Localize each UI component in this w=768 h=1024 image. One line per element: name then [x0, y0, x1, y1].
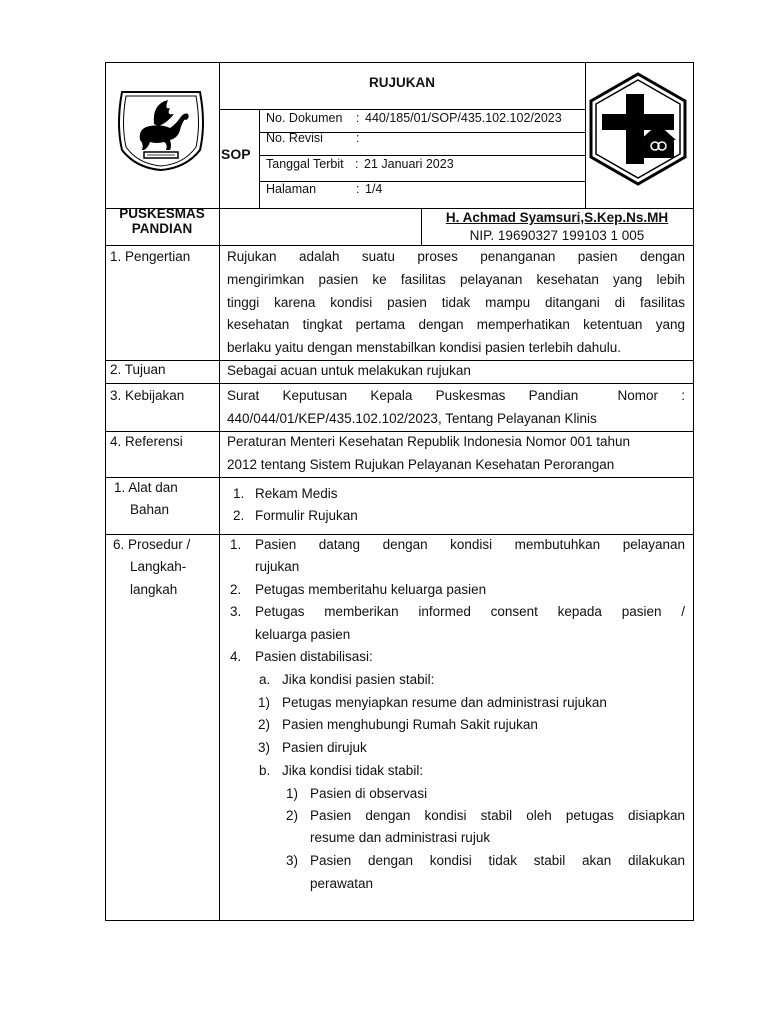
tujuan-label: 2. Tujuan — [110, 362, 166, 377]
sub-b-item-num: 1) — [286, 786, 299, 801]
pengertian-line-2: mengirimkan pasien ke fasilitas pelayanan kesehatan yang lebih — [227, 272, 685, 287]
sub-b-num: b. — [259, 763, 271, 778]
prosedur-label-line2: Langkah- — [130, 559, 187, 574]
frame-right — [693, 62, 694, 921]
row-divider-pengertian — [105, 360, 694, 361]
referensi-label: 4. Referensi — [110, 434, 183, 449]
step-text: Petugas memberitahu keluarga pasien — [255, 582, 487, 597]
sub-b-item: Pasien di observasi — [310, 786, 428, 801]
pengertian-line-3: tinggi karena kondisi pasien tidak mampu ditangani di fasilitas — [227, 295, 685, 310]
step-num: 3. — [230, 604, 242, 619]
sub-a-item: Pasien menghubungi Rumah Sakit rujukan — [282, 717, 538, 732]
tanggal-terbit-label: Tanggal Terbit — [266, 157, 344, 171]
no-dokumen-value: 440/185/01/SOP/435.102.102/2023 — [365, 111, 562, 125]
pegasus-emblem-icon — [114, 84, 208, 172]
org-name-line2: PANDIAN — [131, 221, 193, 236]
alat-item: Rekam Medis — [255, 486, 338, 501]
document-title: RUJUKAN — [368, 75, 435, 90]
kebijakan-label: 3. Kebijakan — [110, 388, 185, 403]
referensi-line-2: 2012 tentang Sistem Rujukan Pelayanan Kesehatan Perorangan — [227, 457, 615, 472]
alat-label-line2: Bahan — [130, 502, 170, 517]
kebijakan-word: Kepala — [370, 388, 413, 403]
pengertian-line-4: kesehatan tingkat pertama dengan memperhatikan ketentuan yang — [227, 317, 685, 332]
step-num: 1. — [230, 537, 242, 552]
step-text-cont: keluarga pasien — [255, 627, 351, 642]
no-dokumen-sep: : — [356, 111, 360, 125]
sub-b-text: Jika kondisi tidak stabil: — [282, 763, 424, 778]
sop-label: SOP — [221, 146, 251, 162]
sub-a-item-num: 3) — [258, 740, 271, 755]
alat-item-num: 1. — [233, 486, 245, 501]
step-text-cont: rujukan — [255, 559, 300, 574]
halaman-sep: : — [356, 182, 360, 196]
sub-b-item: Pasien dengan kondisi tidak stabil akan dilakukan — [310, 853, 685, 868]
step-num: 4. — [230, 649, 242, 664]
pengertian-label: 1. Pengertian — [110, 249, 191, 264]
signer-name: H. Achmad Syamsuri,S.Kep.Ns.MH — [445, 210, 669, 225]
alat-item-num: 2. — [233, 508, 245, 523]
alat-label-line1: 1. Alat dan — [114, 480, 178, 495]
alat-item: Formulir Rujukan — [255, 508, 358, 523]
no-revisi-sep: : — [356, 131, 360, 145]
sub-a-item: Pasien dirujuk — [282, 740, 367, 755]
prosedur-label-line3: langkah — [130, 582, 178, 597]
kebijakan-word: Pandian — [528, 388, 579, 403]
referensi-line-1: Peraturan Menteri Kesehatan Republik Indonesia Nomor 001 tahun — [227, 434, 631, 449]
kebijakan-word: Keputusan — [282, 388, 348, 403]
step-text: Pasien datang dengan kondisi membutuhkan pelayanan — [255, 537, 685, 552]
frame-top — [105, 62, 694, 63]
kebijakan-line-1 — [227, 388, 685, 404]
pengertian-line-5: berlaku yaitu dengan menstabilkan kondisi pasien terlebih dahulu. — [227, 340, 622, 355]
column-divider — [219, 62, 220, 921]
tanggal-terbit-value: 21 Januari 2023 — [364, 157, 454, 171]
signer-nip: NIP. 19690327 199103 1 005 — [469, 228, 645, 243]
kebijakan-word: Puskesmas — [435, 388, 506, 403]
prosedur-label-line1: 6. Prosedur / — [113, 537, 191, 552]
sub-b-item-cont: resume dan administrasi rujuk — [310, 830, 491, 845]
row-divider-kebijakan — [105, 431, 694, 432]
step-num: 2. — [230, 582, 242, 597]
kebijakan-line-2: 440/044/01/KEP/435.102.102/2023, Tentang Pelayanan Klinis — [227, 411, 597, 426]
tanggal-terbit-sep: : — [355, 157, 359, 171]
sub-b-item-cont: perawatan — [310, 876, 374, 891]
tujuan-text: Sebagai acuan untuk melakukan rujukan — [227, 363, 471, 378]
halaman-label: Halaman — [266, 182, 317, 196]
sub-a-item-num: 1) — [258, 695, 271, 710]
no-revisi-label: No. Revisi — [266, 131, 323, 145]
pengertian-line-1: Rujukan adalah suatu proses penanganan pasien dengan — [227, 249, 685, 264]
row-divider-tujuan — [105, 383, 694, 384]
sub-b-item: Pasien dengan kondisi stabil oleh petugas disiapkan — [310, 808, 685, 823]
sub-a-num: a. — [259, 672, 271, 687]
sub-b-item-num: 3) — [286, 853, 299, 868]
signer-bottom — [105, 245, 694, 246]
sub-b-item-num: 2) — [286, 808, 299, 823]
sub-a-item: Petugas menyiapkan resume dan administrasi rujukan — [282, 695, 607, 710]
sub-a-item-num: 2) — [258, 717, 271, 732]
org-name-line1: PUSKESMAS — [119, 206, 205, 221]
header-right-divider — [585, 62, 586, 208]
kebijakan-word: Surat — [227, 388, 260, 403]
halaman-value: 1/4 — [365, 182, 383, 196]
step-text: Petugas memberikan informed consent kepada pasien / — [255, 604, 685, 619]
row-divider-referensi — [105, 477, 694, 478]
frame-bottom — [105, 920, 694, 921]
kebijakan-word: : — [681, 388, 685, 403]
puskesmas-cross-logo-icon — [588, 72, 688, 186]
no-dokumen-label: No. Dokumen — [266, 111, 343, 125]
row-divider-alat — [105, 534, 694, 535]
sop-divider — [259, 109, 260, 208]
sub-a-text: Jika kondisi pasien stabil: — [282, 672, 435, 687]
kebijakan-word: Nomor — [617, 388, 658, 403]
step-text: Pasien distabilisasi: — [255, 649, 373, 664]
frame-left — [105, 62, 106, 921]
